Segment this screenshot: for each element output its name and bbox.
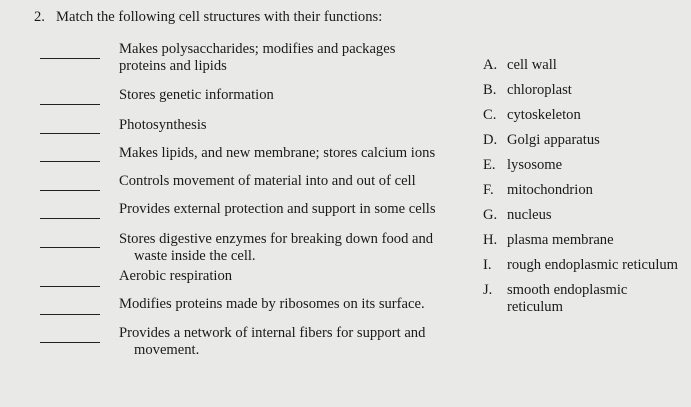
option-text: cytoskeleton [507, 107, 581, 123]
option-item [483, 82, 572, 99]
definition-item [119, 201, 436, 218]
option-letter: I. [483, 257, 492, 273]
option-text: mitochondrion [507, 182, 593, 198]
definition-item [119, 325, 425, 359]
definition-item [119, 231, 433, 265]
option-letter: D. [483, 132, 498, 148]
question-heading [34, 9, 382, 26]
definition-item [119, 173, 416, 190]
definition-text: Photosynthesis [119, 117, 207, 133]
definition-item [119, 117, 207, 134]
definition-item [119, 87, 274, 104]
option-text: rough endoplasmic reticulum [507, 257, 679, 273]
option-item [483, 107, 581, 124]
answer-blank-10[interactable] [40, 342, 100, 343]
answer-blank-5[interactable] [40, 190, 100, 191]
definition-text: Modifies proteins made by ribosomes on its surface. [119, 296, 425, 312]
option-letter: C. [483, 107, 497, 123]
definition-text: Controls movement of material into and out of cell [119, 173, 416, 189]
option-letter: G. [483, 207, 498, 223]
option-letter: F. [483, 182, 494, 198]
option-item [483, 257, 678, 274]
definition-text: Provides a network of internal fibers for support and [119, 325, 426, 341]
definition-text: Makes lipids, and new membrane; stores calcium ions [119, 145, 436, 161]
definition-text-continued: movement. [134, 342, 200, 358]
question-prompt: Match the following cell structures with their functions: [56, 9, 383, 25]
answer-blank-4[interactable] [40, 161, 100, 162]
answer-blank-7[interactable] [40, 247, 100, 248]
option-letter: J. [483, 282, 493, 298]
option-text: lysosome [507, 157, 563, 173]
option-item [483, 232, 614, 249]
answer-blank-2[interactable] [40, 104, 100, 105]
answer-blank-9[interactable] [40, 314, 100, 315]
question-number: 2. [34, 9, 45, 25]
answer-blank-3[interactable] [40, 133, 100, 134]
answer-blank-8[interactable] [40, 286, 100, 287]
option-item [483, 157, 562, 174]
option-item [483, 57, 557, 74]
definition-text: Makes polysaccharides; modifies and packages [119, 41, 396, 57]
option-text-continued: reticulum [507, 299, 563, 315]
definition-item [119, 268, 232, 285]
definition-text-continued: proteins and lipids [119, 58, 227, 74]
option-text: Golgi apparatus [507, 132, 600, 148]
definition-item [119, 296, 425, 313]
definition-text: Stores genetic information [119, 87, 274, 103]
option-text: plasma membrane [507, 232, 614, 248]
definition-text: Stores digestive enzymes for breaking down food and [119, 231, 434, 247]
option-letter: E. [483, 157, 496, 173]
option-item [483, 132, 600, 149]
option-item [483, 282, 627, 316]
option-letter: B. [483, 82, 497, 98]
option-text: cell wall [507, 57, 557, 73]
definition-item [119, 41, 395, 75]
answer-blank-6[interactable] [40, 218, 100, 219]
option-item [483, 182, 593, 199]
definition-text: Provides external protection and support in some cells [119, 201, 436, 217]
definition-text: Aerobic respiration [119, 268, 233, 284]
definition-text-continued: waste inside the cell. [134, 248, 256, 264]
option-item [483, 207, 552, 224]
answer-blank-1[interactable] [40, 58, 100, 59]
option-text: chloroplast [507, 82, 572, 98]
option-letter: H. [483, 232, 498, 248]
option-text: nucleus [507, 207, 552, 223]
definition-item [119, 145, 435, 162]
option-letter: A. [483, 57, 498, 73]
option-text: smooth endoplasmic [507, 282, 628, 298]
